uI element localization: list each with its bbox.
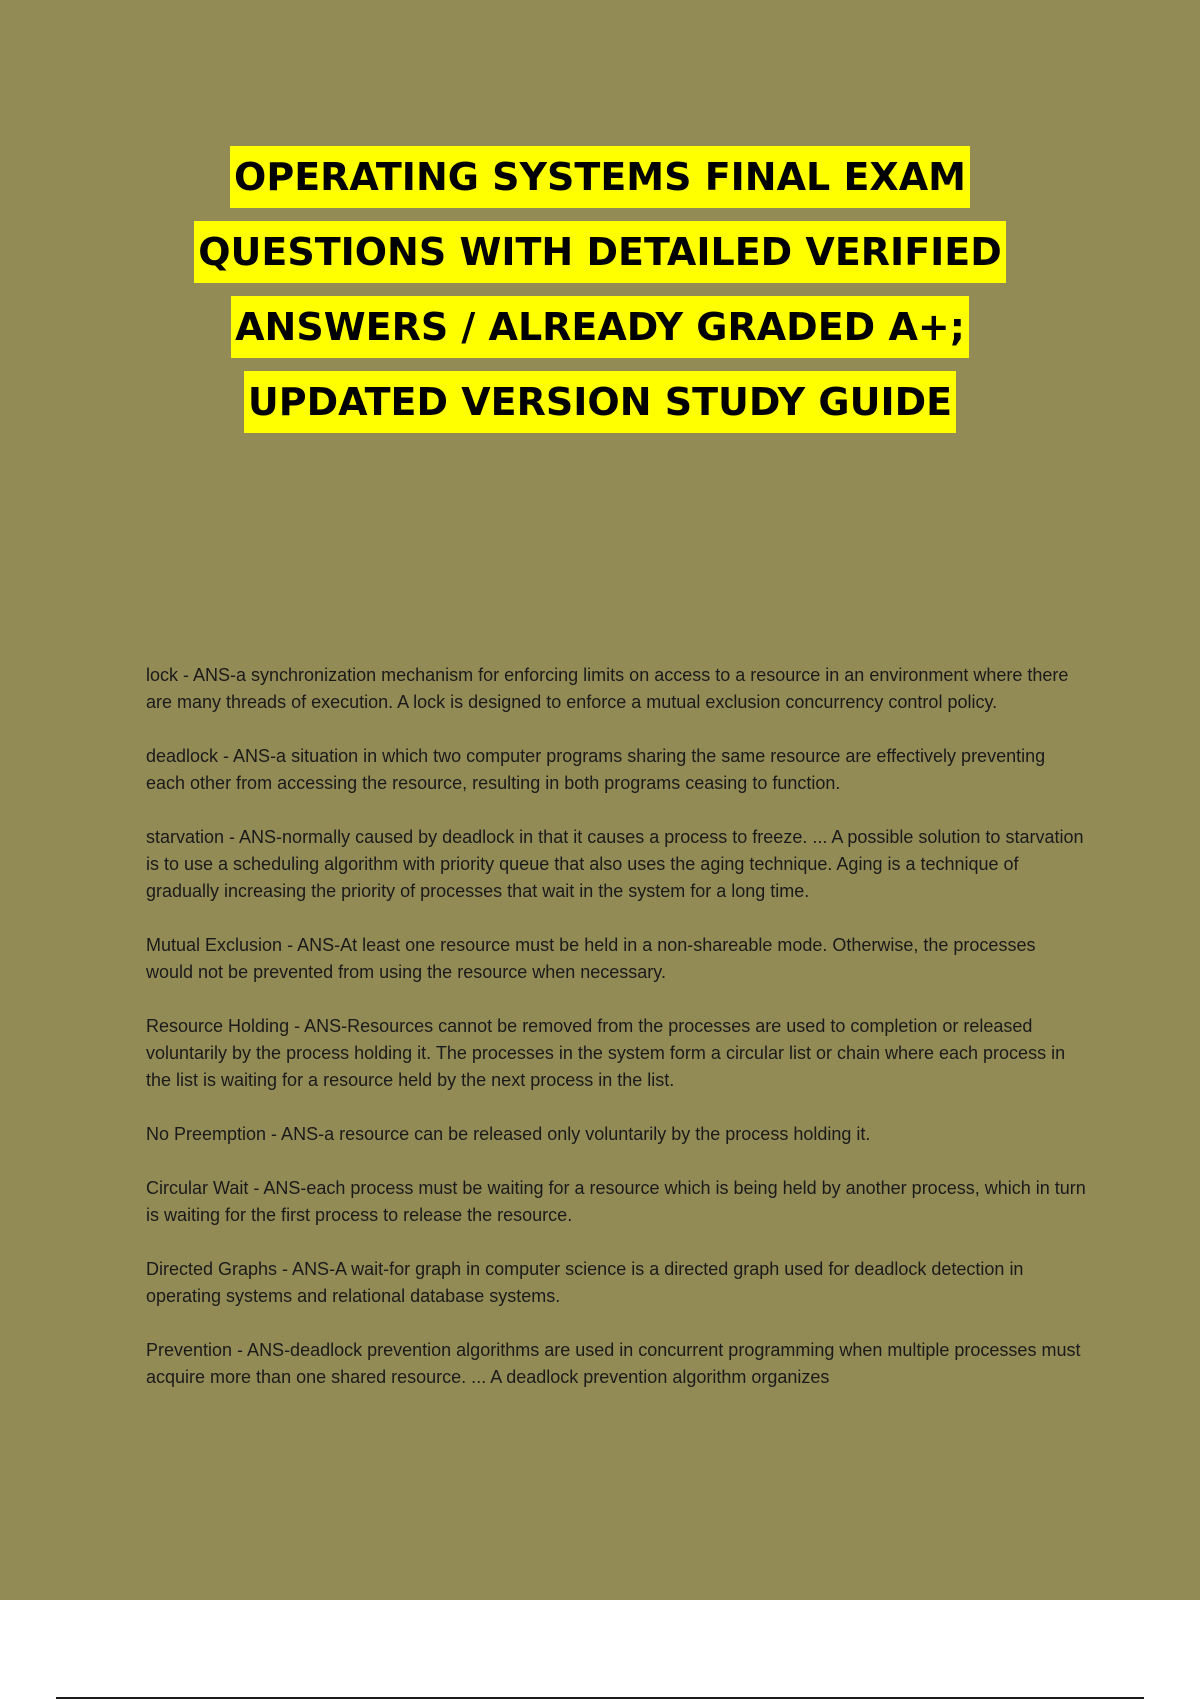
glossary-entry-deadlock: deadlock - ANS-a situation in which two computer programs sharing the same resource are effectively preventing each other from accessing the resource, resulting in both programs ceasing to function. — [146, 746, 1046, 793]
glossary-entry-resource-holding: Resource Holding - ANS-Resources cannot be removed from the processes are used to completion or released voluntarily by the process holding it. The processes in the system form a circular list or chain where each process in the list is waiting for a resource held by the next process in the list. — [146, 1016, 1066, 1090]
title-line — [0, 371, 1200, 446]
glossary-entry-mutual-exclusion: Mutual Exclusion - ANS-At least one resource must be held in a non-shareable mode. Otherwise, the processes would not be prevented from using the resource when necessary. — [146, 935, 1036, 982]
glossary-entry-circular-wait: Circular Wait - ANS-each process must be waiting for a resource which is being held by another process, which in turn is waiting for the first process to release the resource. — [146, 1178, 1086, 1225]
title-line-text: QUESTIONS WITH DETAILED VERIFIED — [194, 221, 1006, 283]
document-title — [0, 146, 1200, 446]
title-line — [0, 296, 1200, 371]
title-line — [0, 146, 1200, 221]
glossary-entry-lock: lock - ANS-a synchronization mechanism for enforcing limits on access to a resource in an environment where there are many threads of execution. A lock is designed to enforce a mutual exclusion concurrency control policy. — [146, 665, 1069, 712]
glossary-entry-no-preemption: No Preemption - ANS-a resource can be released only voluntarily by the process holding it. — [146, 1124, 871, 1144]
glossary-entry-prevention: Prevention - ANS-deadlock prevention algorithms are used in concurrent programming when multiple processes must acquire more than one shared resource. ... A deadlock prevention algorithm organizes — [146, 1340, 1081, 1387]
glossary-entry-starvation: starvation - ANS-normally caused by deadlock in that it causes a process to freeze. ... A possible solution to starvation is to use a scheduling algorithm with priority queue that also uses the aging technique. Aging is a technique of gradually increasing the priority of processes that wait in the system for a long time. — [146, 827, 1084, 901]
footer-divider — [56, 1697, 1144, 1699]
title-line-text: UPDATED VERSION STUDY GUIDE — [244, 371, 956, 433]
title-line-text: ANSWERS / ALREADY GRADED A+; — [231, 296, 969, 358]
glossary-entry-directed-graphs: Directed Graphs - ANS-A wait-for graph in computer science is a directed graph used for deadlock detection in operating systems and relational database systems. — [146, 1259, 1024, 1306]
glossary-list — [146, 662, 1086, 1418]
title-line-text: OPERATING SYSTEMS FINAL EXAM — [230, 146, 970, 208]
title-line — [0, 221, 1200, 296]
